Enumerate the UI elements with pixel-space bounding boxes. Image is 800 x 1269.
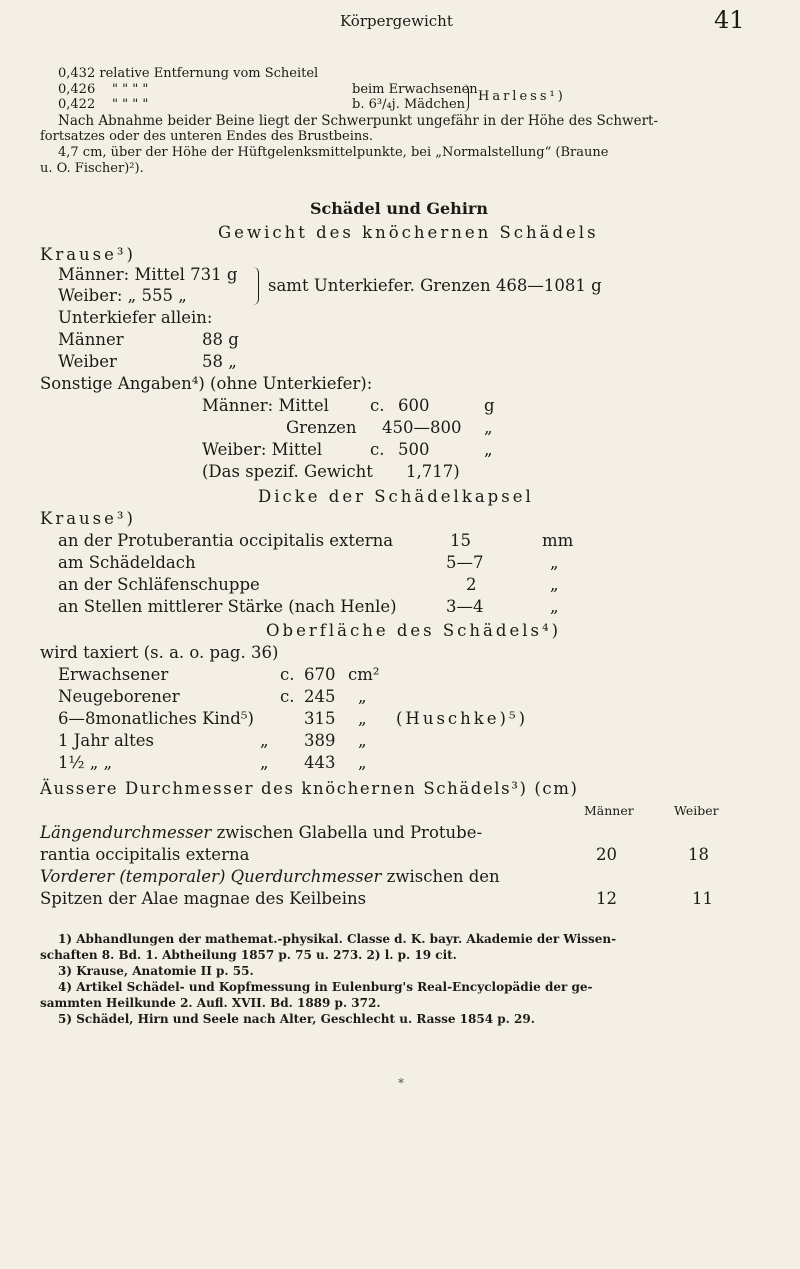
- other-sources-label: Sonstige Angaben⁴) (ohne Unterkiefer):: [40, 374, 373, 393]
- intro-line-2-text: beim Erwachsenen: [352, 82, 478, 97]
- column-header-women: Weiber: [674, 803, 719, 818]
- intro-line-1: 0,432 relative Entfernung vom Scheitel: [58, 66, 319, 81]
- other-men-c: c.: [370, 396, 385, 415]
- skull-weight-men: Männer: Mittel 731 g: [58, 265, 238, 284]
- thickness-row-label: an der Schläfenschuppe: [58, 575, 260, 594]
- diameter-row-2-line-2: Spitzen der Alae magnae des Keilbeins: [40, 889, 367, 908]
- surface-row-value: 315: [304, 709, 336, 728]
- surface-row-value: 670: [304, 665, 336, 684]
- thickness-row-value: 2: [466, 575, 477, 594]
- diameter-row-1-line-2: rantia occipitalis externa: [40, 845, 250, 864]
- other-women-label: Weiber: Mittel: [202, 440, 323, 459]
- specific-gravity-label: (Das spezif. Gewicht: [202, 462, 373, 481]
- intro-paragraph-line-4: u. O. Fischer)²).: [40, 161, 144, 176]
- surface-row-unit: „: [358, 687, 367, 706]
- thickness-row-unit: „: [550, 553, 559, 572]
- lower-jaw-women-label: Weiber: [58, 352, 117, 371]
- other-men-value: 600: [398, 396, 430, 415]
- diameter-row-2-line-1: [40, 866, 500, 888]
- surface-row-value: 245: [304, 687, 336, 706]
- surface-row-c: c.: [280, 665, 295, 684]
- harless-reference: Harless¹): [478, 89, 566, 104]
- page-number: 41: [714, 6, 745, 34]
- diameter-row-1-men: 20: [596, 845, 617, 864]
- column-header-men: Männer: [584, 803, 634, 818]
- footnote-line: 1) Abhandlungen der mathemat.-physikal. Classe d. K. bayr. Akademie der Wissen-: [58, 932, 617, 946]
- diameter-row-2-term: Vorderer (temporaler) Querdurchmesser: [40, 867, 382, 886]
- subheading-skull-thickness: Dicke der Schädelkapsel: [258, 487, 534, 506]
- running-header: Körpergewicht: [340, 12, 453, 30]
- lower-jaw-men-label: Männer: [58, 330, 124, 349]
- other-men-unit: g: [484, 396, 495, 415]
- diameter-row-1-women: 18: [688, 845, 709, 864]
- surface-row-value: 443: [304, 753, 336, 772]
- surface-row-c: c.: [280, 687, 295, 706]
- footnote-line: 5) Schädel, Hirn und Seele nach Alter, Geschlecht u. Rasse 1854 p. 29.: [58, 1012, 535, 1026]
- thickness-row-unit: „: [550, 597, 559, 616]
- intro-paragraph-line-3: 4,7 cm, über der Höhe der Hüftgelenksmittelpunkte, bei „Normalstellung“ (Braune: [58, 145, 609, 160]
- lower-jaw-label: Unterkiefer allein:: [58, 308, 213, 327]
- thickness-row-value: 5—7: [446, 553, 484, 572]
- surface-row-unit: cm²: [348, 665, 380, 684]
- surface-row-label: 1 Jahr altes: [58, 731, 154, 750]
- diameter-row-2-desc: zwischen den: [381, 867, 500, 886]
- surface-intro: wird taxiert (s. a. o. pag. 36): [40, 643, 279, 662]
- footnote-line: 4) Artikel Schädel- und Kopfmessung in Eulenburg's Real-Encyclopädie der ge-: [58, 980, 593, 994]
- thickness-row-label: an Stellen mittlerer Stärke (nach Henle): [58, 597, 397, 616]
- intro-line-2-ditto: " " " ": [112, 82, 149, 97]
- intro-line-3-num: 0,422: [58, 97, 96, 112]
- intro-paragraph-line-2: fortsatzes oder des unteren Endes des Brustbeins.: [40, 129, 374, 144]
- diameter-row-2-men: 12: [596, 889, 617, 908]
- footnote-line: 3) Krause, Anatomie II p. 55.: [58, 964, 254, 978]
- other-women-value: 500: [398, 440, 430, 459]
- diameter-row-1-line-1: [40, 822, 482, 844]
- footnote-line: schaften 8. Bd. 1. Abtheilung 1857 p. 75 u. 273. 2) l. p. 19 cit.: [40, 948, 457, 962]
- intro-line-3-ditto: " " " ": [112, 97, 149, 112]
- author-krause: Krause³): [40, 245, 136, 264]
- thickness-row-unit: mm: [542, 531, 574, 550]
- author-krause-2: Krause³): [40, 509, 136, 528]
- thickness-row-value: 3—4: [446, 597, 484, 616]
- skull-weight-women: Weiber: „ 555 „: [58, 286, 187, 305]
- other-women-unit: „: [484, 440, 493, 459]
- surface-row-c: „: [260, 753, 269, 772]
- diameter-row-1-desc: zwischen Glabella und Protube-: [211, 823, 483, 842]
- skull-weight-range: samt Unterkiefer. Grenzen 468—1081 g: [268, 276, 602, 295]
- surface-row-label: Erwachsener: [58, 665, 169, 684]
- surface-row-c: „: [260, 731, 269, 750]
- surface-row-unit: „: [358, 753, 367, 772]
- thickness-row-label: an der Protuberantia occipitalis externa: [58, 531, 394, 550]
- intro-line-3-text: b. 6³/₄j. Mädchen: [352, 97, 466, 112]
- diameter-row-2-women: 11: [692, 889, 713, 908]
- thickness-row-value: 15: [450, 531, 471, 550]
- surface-row-label: 6—8monatliches Kind⁵): [58, 709, 254, 728]
- lower-jaw-men-value: 88 g: [202, 330, 239, 349]
- stray-mark: *: [398, 1076, 404, 1090]
- surface-row-label: 1½ „ „: [58, 753, 113, 772]
- subheading-outer-diameters: [40, 778, 579, 800]
- skull-weight-brace: [252, 267, 259, 305]
- surface-row-unit: „: [358, 731, 367, 750]
- other-range-value: 450—800: [382, 418, 462, 437]
- other-men-label: Männer: Mittel: [202, 396, 329, 415]
- intro-paragraph-line-1: Nach Abnahme beider Beine liegt der Schwerpunkt ungefähr in der Höhe des Schwert-: [58, 113, 659, 129]
- intro-line-2-num: 0,426: [58, 82, 96, 97]
- lower-jaw-women-value: 58 „: [202, 352, 237, 371]
- surface-row-unit: „: [358, 709, 367, 728]
- other-range-unit: „: [484, 418, 493, 437]
- outer-diameters-title: Äussere Durchmesser des knöchernen Schädels³) (cm): [40, 779, 579, 798]
- other-women-c: c.: [370, 440, 385, 459]
- thickness-row-unit: „: [550, 575, 559, 594]
- huschke-reference: (Huschke)⁵): [396, 709, 529, 728]
- section-heading-skull-brain: Schädel und Gehirn: [310, 199, 488, 218]
- surface-row-value: 389: [304, 731, 336, 750]
- subheading-skull-surface: Oberfläche des Schädels⁴): [266, 621, 562, 640]
- footnote-line: sammten Heilkunde 2. Aufl. XVII. Bd. 1889 p. 372.: [40, 996, 381, 1010]
- other-range-label: Grenzen: [286, 418, 357, 437]
- surface-row-label: Neugeborener: [58, 687, 180, 706]
- thickness-row-label: am Schädeldach: [58, 553, 196, 572]
- harless-brace: [462, 84, 469, 112]
- specific-gravity-value: 1,717): [406, 462, 460, 481]
- diameter-row-1-term: Längendurchmesser: [40, 823, 212, 842]
- subheading-skull-weight: Gewicht des knöchernen Schädels: [218, 223, 599, 242]
